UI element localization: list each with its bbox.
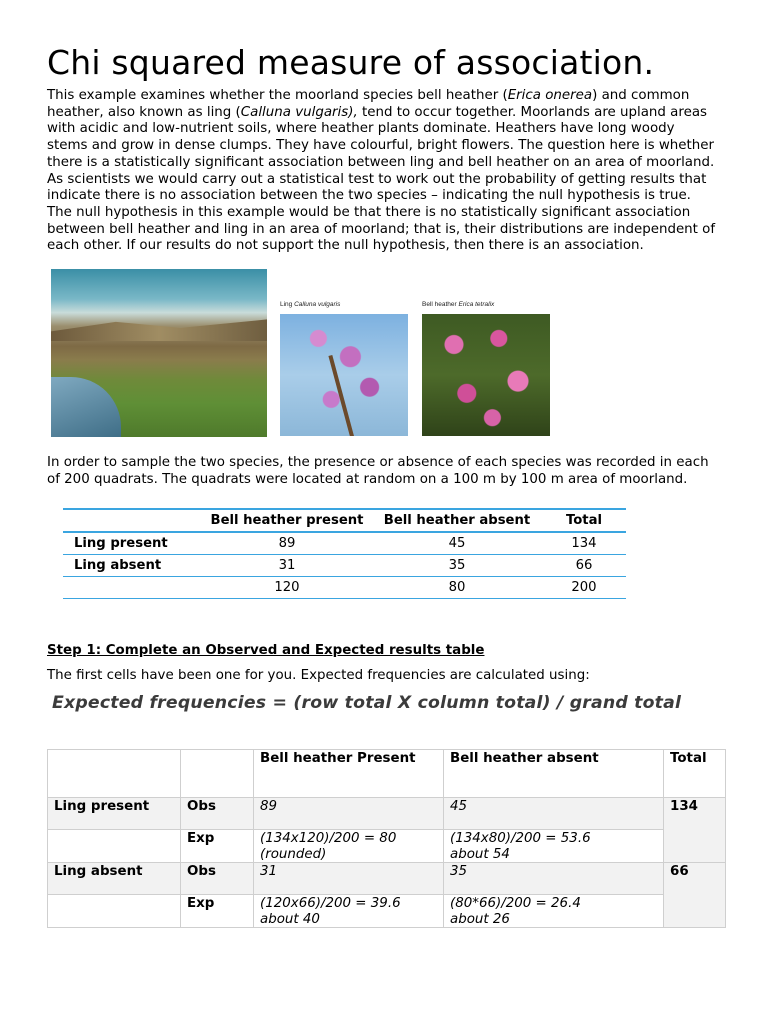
table-cell: (134x80)/200 = 53.6 about 54	[444, 830, 664, 863]
row-label: Ling absent	[48, 863, 181, 895]
sampling-paragraph: In order to sample the two species, the presence or absence of each species was recorded in each of 200 quadrats. The quadrats were located at random on a 100 m by 100 m area of moorland.	[47, 455, 709, 487]
row-label: Ling present	[63, 532, 202, 555]
table-row	[63, 555, 626, 577]
ling-photo	[280, 314, 408, 436]
intro-species-ling: Calluna vulgaris),	[240, 104, 358, 120]
table-row	[63, 532, 626, 555]
bell-heather-caption: Bell heather Erica tetralix	[422, 301, 495, 309]
table-cell: (80*66)/200 = 26.4 about 26	[444, 895, 664, 928]
obs-header-bell-present: Bell heather Present	[254, 750, 444, 798]
table-cell: 45	[372, 532, 542, 555]
table-cell: 89	[254, 798, 444, 830]
table-row	[48, 863, 726, 895]
table-cell: 45	[444, 798, 664, 830]
moorland-photo	[51, 269, 267, 437]
intro-species-bell: Erica onerea	[507, 88, 593, 103]
obs-label: Obs	[181, 798, 254, 830]
table-cell-total: 134	[664, 798, 726, 863]
table-cell: 66	[542, 555, 626, 577]
table-cell-total: 66	[664, 863, 726, 928]
summary-header-bell-present: Bell heather present	[202, 509, 372, 532]
summary-header-bell-absent: Bell heather absent	[372, 509, 542, 532]
document-page	[47, 40, 727, 928]
summary-header-total: Total	[542, 509, 626, 532]
row-label: Ling present	[48, 798, 181, 830]
table-cell-blank	[48, 830, 181, 863]
bell-heather-photo	[422, 314, 550, 436]
summary-table	[63, 508, 626, 599]
table-cell: 35	[444, 863, 664, 895]
table-cell: 134	[542, 532, 626, 555]
ling-caption: Ling Calluna vulgaris	[280, 301, 341, 309]
obs-label: Obs	[181, 863, 254, 895]
row-label: Ling absent	[63, 555, 202, 577]
table-row	[48, 830, 726, 863]
page-title: Chi squared measure of association.	[47, 43, 655, 82]
table-cell: 120	[202, 577, 372, 599]
intro-text-2: ) and common heather, also known as ling (	[47, 88, 690, 120]
expected-formula: Expected frequencies = (row total X column total) / grand total	[52, 693, 682, 714]
intro-text-3: tend to occur together. Moorlands are upland areas with acidic and low-nutrient soils, where heather plants dominate. Heathers have long woody stems and grow in dense clumps. They have colourful, bright flowers. The question here is whether there is a statistically significant association between ling and bell heather on an area of moorland. As scientists we would carry out a statistical test to work out the probability of getting results that indicate there is no association between the two species – indicating the null hypothesis is true. The null hypothesis in this example would be that there is no statistically significant association between bell heather and ling in an area of moorland; that is, their distributions are independent of each other. If our results do not support the null hypothesis, then there is an association.	[47, 104, 716, 254]
table-cell: 31	[254, 863, 444, 895]
intro-paragraph	[47, 88, 719, 255]
table-cell: 31	[202, 555, 372, 577]
table-cell: 80	[372, 577, 542, 599]
exp-label: Exp	[181, 830, 254, 863]
table-cell: (134x120)/200 = 80 (rounded)	[254, 830, 444, 863]
intro-text-1: This example examines whether the moorland species bell heather (	[47, 88, 508, 103]
step-instruction: The first cells have been one for you. Expected frequencies are calculated using:	[47, 668, 590, 684]
step-heading: Step 1: Complete an Observed and Expected results table	[47, 643, 485, 659]
obs-header-blank-2	[181, 750, 254, 798]
table-row	[48, 895, 726, 928]
row-label	[63, 577, 202, 599]
summary-header-row	[63, 509, 626, 532]
table-row	[48, 798, 726, 830]
obs-header-blank	[48, 750, 181, 798]
table-cell: 200	[542, 577, 626, 599]
table-cell-blank	[48, 895, 181, 928]
summary-header-blank	[63, 509, 202, 532]
table-cell: 89	[202, 532, 372, 555]
table-row	[63, 577, 626, 599]
observed-expected-table	[47, 749, 726, 928]
table-cell: 35	[372, 555, 542, 577]
image-row	[47, 269, 727, 445]
obs-header-row	[48, 750, 726, 798]
table-cell: (120x66)/200 = 39.6 about 40	[254, 895, 444, 928]
obs-header-bell-absent: Bell heather absent	[444, 750, 664, 798]
exp-label: Exp	[181, 895, 254, 928]
obs-header-total: Total	[664, 750, 726, 798]
